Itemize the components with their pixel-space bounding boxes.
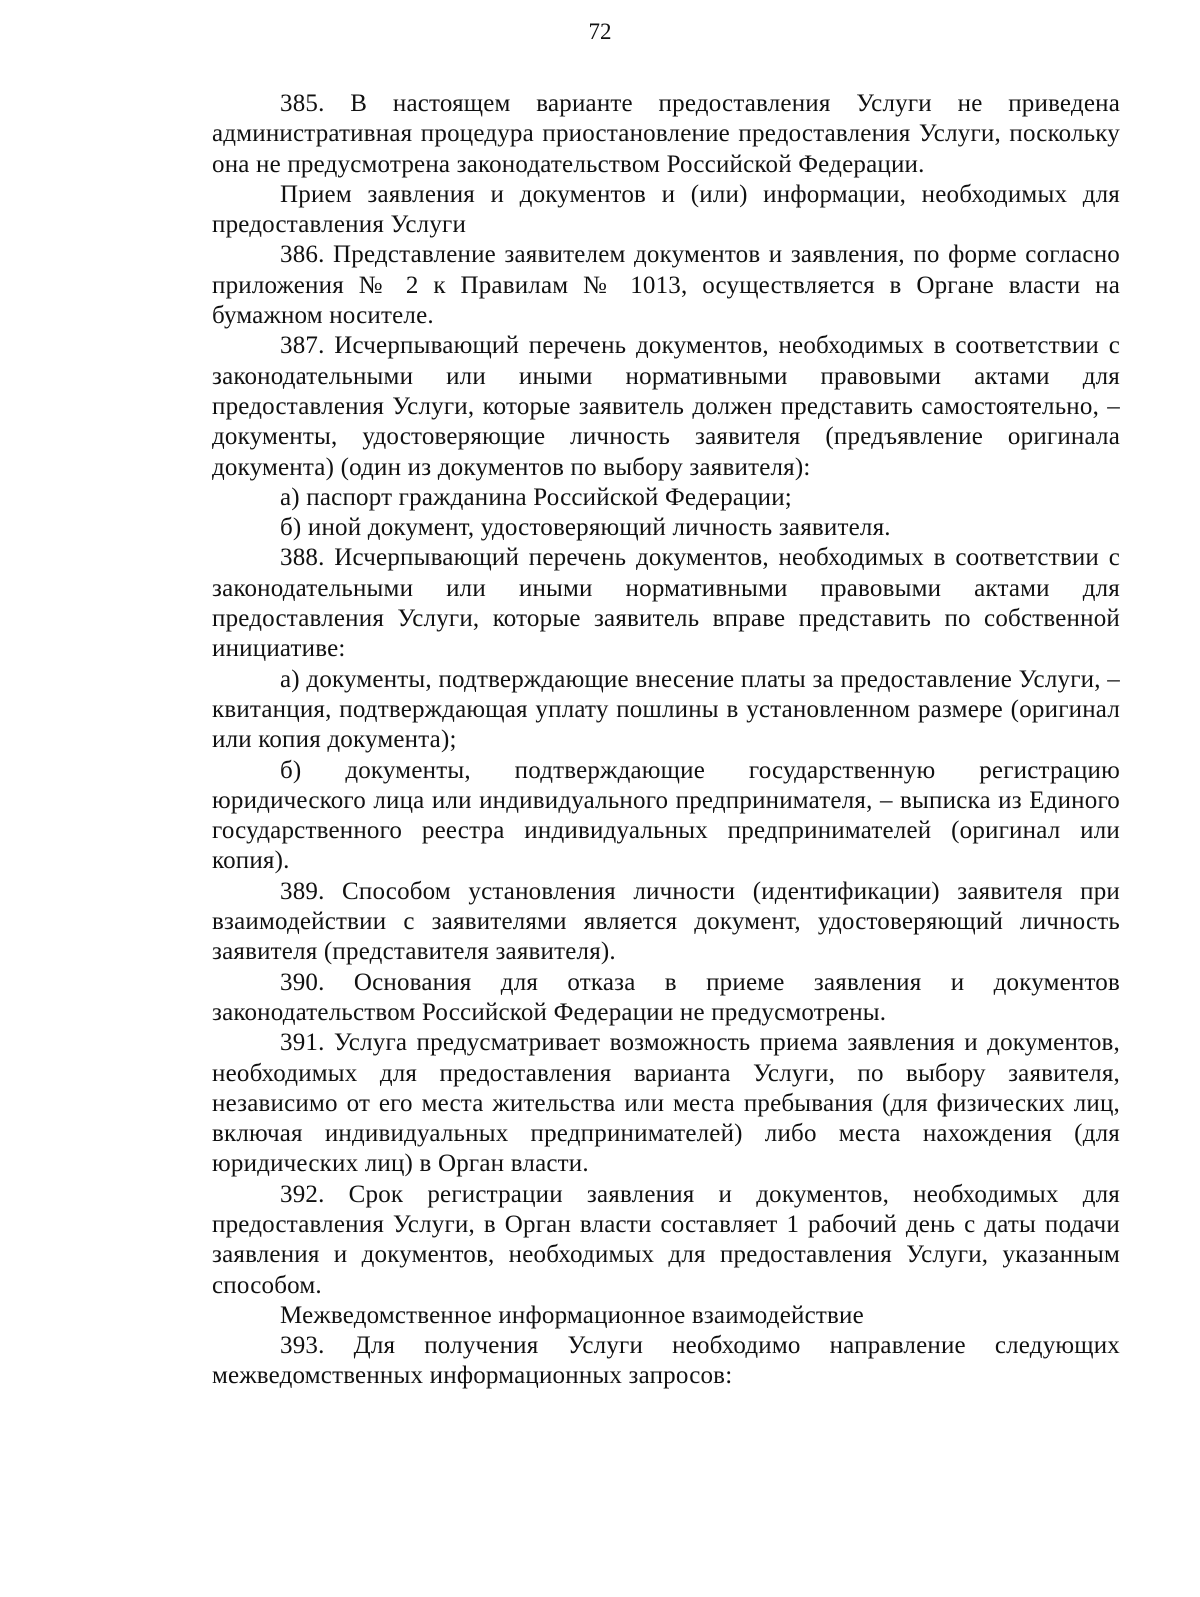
paragraph-387: 387. Исчерпывающий перечень документов, необходимых в соответствии с законодательными или иными нормативными правовыми актами для предоставления Услуги, которые заявитель должен представить самостоятельно, – документы, удостоверяющие личность заявителя (предъявление оригинала документа) (один из документов по выбору заявителя): [212, 332, 1120, 481]
list-item-387-b: б) иной документ, удостоверяющий личность заявителя. [280, 514, 891, 542]
document-body [212, 89, 1120, 1392]
paragraph-389: 389. Способом установления личности (идентификации) заявителя при взаимодействии с заявителями является документ, удостоверяющий личность заявителя (представителя заявителя). [212, 877, 1120, 966]
page-number: 72 [588, 19, 612, 44]
list-item-388-b: б) документы, подтверждающие государственную регистрацию юридического лица или индивидуального предпринимателя, – выписка из Единого государственного реестра индивидуальных предпринимателей (оригинал или копия). [212, 756, 1120, 875]
paragraph-391: 391. Услуга предусматривает возможность приема заявления и документов, необходимых для предоставления варианта Услуги, по выбору заявителя, независимо от его места жительства или места пребывания (для физических лиц, включая индивидуальных предпринимателей) либо места нахождения (для юридических лиц) в Орган власти. [212, 1029, 1120, 1178]
paragraph-388: 388. Исчерпывающий перечень документов, необходимых в соответствии с законодательными или иными нормативными правовыми актами для предоставления Услуги, которые заявитель вправе представить по собственной инициативе: [212, 544, 1120, 663]
paragraph-386: 386. Представление заявителем документов и заявления, по форме согласно приложения № 2 к Правилам № 1013, осуществляется в Органе власти на бумажном носителе. [212, 241, 1120, 330]
section-heading-application-intake: Прием заявления и документов и (или) информации, необходимых для предоставления Услуги [212, 180, 1120, 239]
section-heading-interagency: Межведомственное информационное взаимодействие [280, 1301, 864, 1329]
paragraph-392: 392. Срок регистрации заявления и документов, необходимых для предоставления Услуги, в Орган власти составляет 1 рабочий день с даты подачи заявления и документов, необходимых для предоставления Услуги, указанным способом. [212, 1180, 1120, 1299]
paragraph-385: 385. В настоящем варианте предоставления Услуги не приведена административная процедура приостановление предоставления Услуги, поскольку она не предусмотрена законодательством Российской Федерации. [212, 90, 1120, 178]
list-item-387-a: а) паспорт гражданина Российской Федерации; [280, 483, 792, 511]
paragraph-390: 390. Основания для отказа в приеме заявления и документов законодательством Российской Федерации не предусмотрены. [212, 968, 1120, 1026]
list-item-388-a: а) документы, подтверждающие внесение платы за предоставление Услуги, – квитанция, подтверждающая уплату пошлины в установленном размере (оригинал или копия документа); [212, 665, 1120, 754]
paragraph-393: 393. Для получения Услуги необходимо направление следующих межведомственных информационных запросов: [212, 1332, 1120, 1390]
